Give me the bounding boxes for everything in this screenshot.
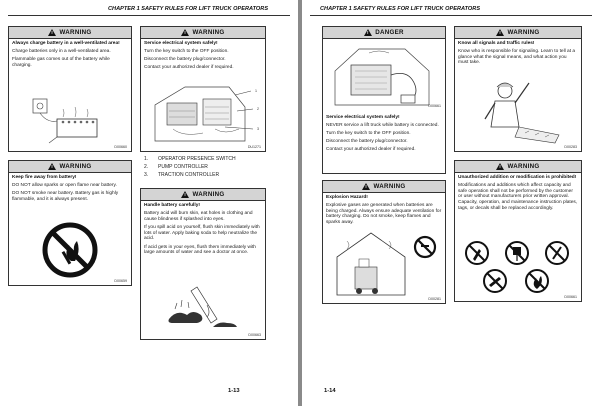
- warning-triangle-icon: [364, 29, 372, 36]
- parts-list: [144, 155, 236, 179]
- warning-title: Explosion Hazard!: [326, 195, 368, 200]
- no-fire-icon: [526, 270, 548, 292]
- warning-text: Explosive gases are generated when batteries are being charged. Always ensure adequate ventilation for battery charging. Do not smoke, keep flames and sparks away.: [326, 202, 442, 226]
- warning-title: Service electrical system safely!: [144, 41, 218, 46]
- warning-header: ! WARNING: [455, 161, 581, 173]
- warning-signals: [454, 26, 582, 152]
- warning-title: Always charge battery in a well-ventilated area!: [12, 41, 120, 46]
- warning-triangle-icon: [181, 29, 189, 36]
- warning-modification: [454, 160, 582, 302]
- callout-3: 3: [257, 127, 259, 131]
- danger-text: Turn the key switch to the OFF position.: [326, 130, 411, 136]
- warning-title: Unauthorized addition or modification is prohibited!: [458, 175, 577, 180]
- warning-triangle-icon: [48, 29, 56, 36]
- danger-text: Disconnect the battery plug/connector.: [326, 139, 408, 145]
- warning-text: Disconnect the battery plug/connector.: [144, 56, 226, 62]
- warning-triangle-icon: [362, 183, 370, 190]
- warning-title: Handle battery carefully!: [144, 203, 200, 208]
- figure-id: D00283: [564, 145, 577, 149]
- danger-text: NEVER service a lift truck while battery is connected.: [326, 122, 439, 128]
- acid-spill-illustration: [161, 283, 245, 329]
- list-item: 1. OPERATOR PRESENCE SWITCH: [144, 156, 236, 162]
- right-page: [302, 0, 600, 406]
- danger-title: Service electrical system safely!: [326, 115, 400, 120]
- callout-1: 1: [255, 89, 257, 93]
- warning-triangle-icon: [496, 29, 504, 36]
- danger-header: ! DANGER: [323, 27, 445, 39]
- danger-electrical: [322, 26, 446, 174]
- figure-id: D00661: [564, 295, 577, 299]
- warning-text: Charge batteries only in a well-ventilated area.: [12, 48, 111, 54]
- warning-header: ! WARNING: [141, 27, 265, 39]
- warning-header: ! WARNING: [455, 27, 581, 39]
- callout-2: 2: [257, 107, 259, 111]
- list-item: 2. PUMP CONTROLLER: [144, 164, 208, 170]
- list-item: 3. TRACTION CONTROLLER: [144, 172, 220, 178]
- no-cutting-icon: [546, 242, 568, 264]
- figure-id: D00663: [248, 333, 261, 337]
- warning-electrical: [140, 26, 266, 152]
- warning-text: Flammable gas comes out of the battery while charging.: [12, 56, 110, 68]
- no-welding-icon: [466, 242, 488, 264]
- header-rule: [8, 15, 290, 16]
- page-number: 1-13: [228, 388, 240, 394]
- warning-triangle-icon: [181, 191, 189, 198]
- warning-triangle-icon: [496, 163, 504, 170]
- figure-id: DU1271: [247, 145, 261, 149]
- warning-header: ! WARNING: [9, 27, 131, 39]
- figure-id: D00661: [428, 104, 441, 108]
- no-tools-icon: [484, 270, 506, 292]
- warning-header: ! WARNING: [9, 161, 131, 173]
- warning-text: Battery acid will burn skin, eat holes in clothing and cause blindness if splashed into eyes.: [144, 210, 253, 222]
- warning-title: Keep fire away from battery!: [12, 175, 77, 180]
- warning-triangle-icon: [48, 163, 56, 170]
- warning-sparks: [8, 160, 132, 286]
- warning-battery-acid: [140, 188, 266, 340]
- danger-text: Contact your authorized dealer if required.: [326, 147, 416, 153]
- truck-battery-illustration: [329, 41, 439, 111]
- header-rule: [310, 15, 592, 16]
- warning-text: If acid gets in your eyes, flush them immediately with large amounts of water and see a doctor at once.: [144, 244, 256, 256]
- warning-text: DO NOT smoke near battery. Battery gas is highly flammable, and it is always present.: [12, 190, 119, 202]
- no-drilling-icon: [506, 242, 528, 264]
- figure-id: D00281: [428, 297, 441, 301]
- battery-charging-illustration: [27, 97, 123, 147]
- warning-text: Turn the key switch to the OFF position.: [144, 48, 229, 54]
- warning-title: Know all signals and traffic rules!: [458, 41, 535, 46]
- chapter-header: CHAPTER 1 SAFETY RULES FOR LIFT TRUCK OPERATORS: [108, 6, 269, 12]
- warning-text: DO NOT allow sparks or open flame near battery.: [12, 182, 117, 188]
- warning-header: ! WARNING: [323, 181, 445, 193]
- warning-battery-ventilation: [8, 26, 132, 152]
- page-number: 1-14: [324, 388, 336, 394]
- warning-text: If you spill acid on yourself, flush skin immediately with lots of water. Apply baking soda to help neutralize the acid.: [144, 224, 260, 242]
- truck-electrical-illustration: [145, 81, 261, 147]
- prohibited-modifications-icons: [461, 239, 575, 297]
- warning-explosion: [322, 180, 446, 304]
- signalman-illustration: [475, 77, 565, 147]
- figure-id: D00660: [114, 145, 127, 149]
- warning-text: Contact your authorized dealer if required.: [144, 65, 234, 71]
- no-flame-icon: [41, 221, 99, 279]
- figure-id: D00659: [114, 279, 127, 283]
- warning-text: Know who is responsible for signaling. Learn to tell at a glance what the signal means, and what action you must take.: [458, 48, 576, 66]
- explosion-hazard-illustration: [329, 229, 441, 299]
- warning-text: Modifications and additions which affect capacity and safe operation shall not be performed by the customer or user without manufacturers prior written approval. Capacity, operation, and maintenance instruction plates, tags, or decals shall be replaced accordingly.: [458, 182, 578, 211]
- chapter-header: CHAPTER 1 SAFETY RULES FOR LIFT TRUCK OPERATORS: [320, 6, 481, 12]
- warning-header: ! WARNING: [141, 189, 265, 201]
- left-page: [0, 0, 298, 406]
